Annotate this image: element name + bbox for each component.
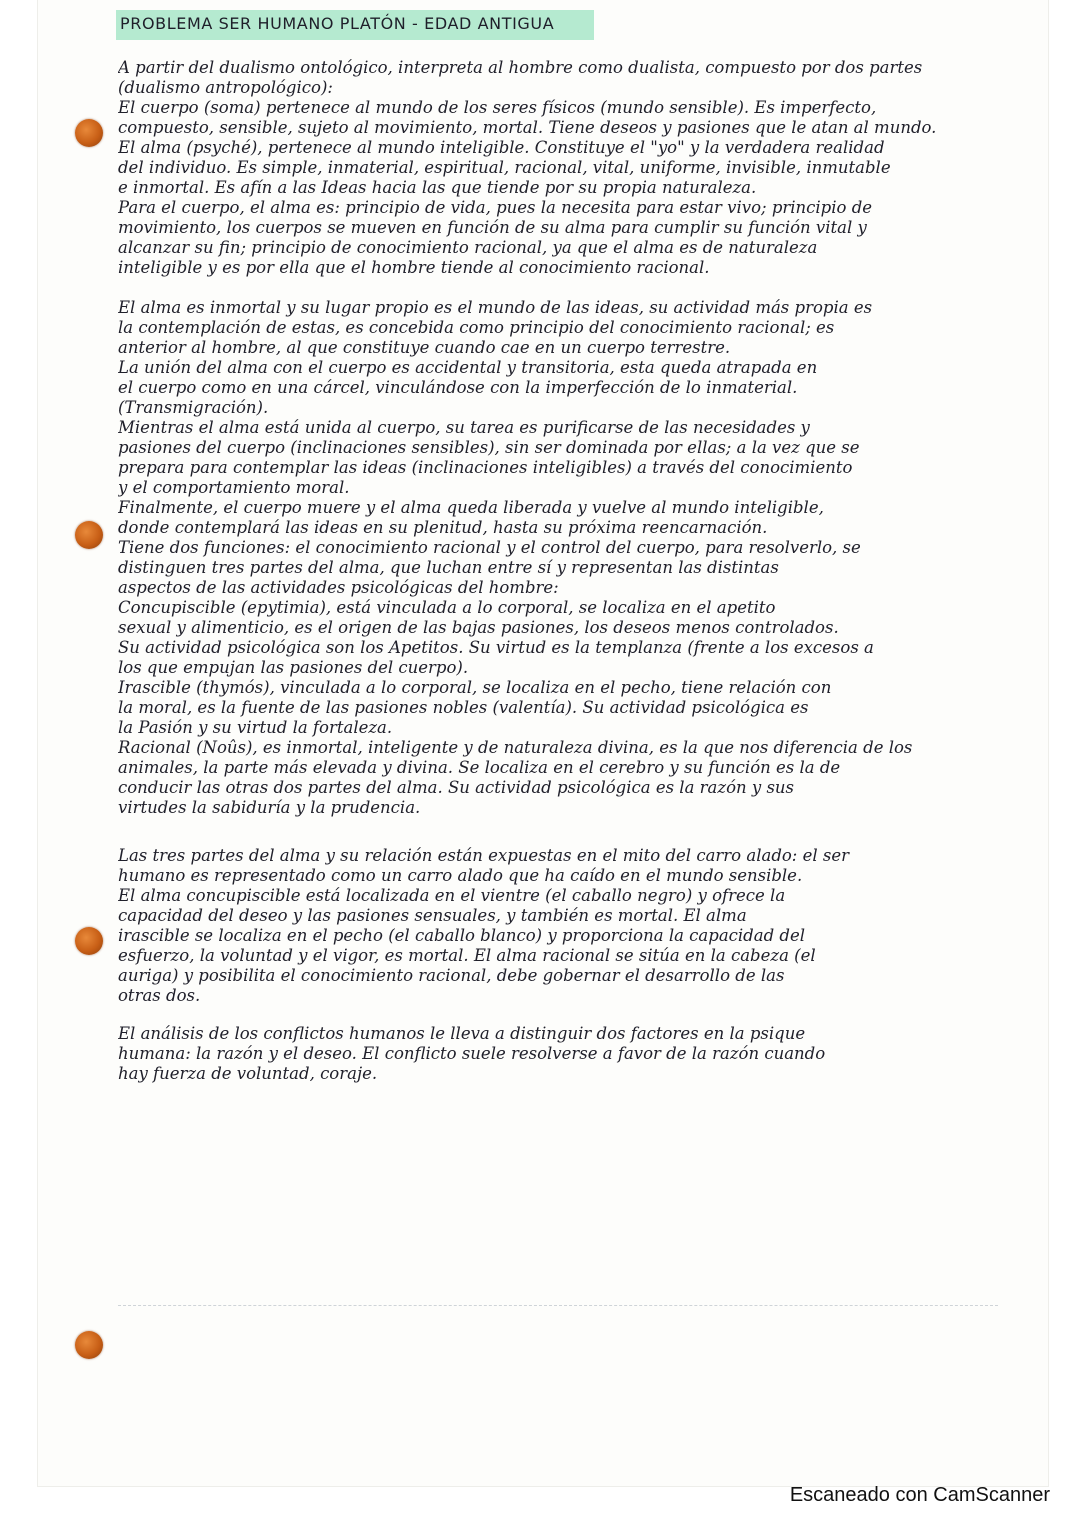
text-line: sexual y alimenticio, es el origen de las bajas pasiones, los deseos menos controlados.: [118, 618, 839, 637]
text-line: y el comportamiento moral.: [118, 478, 350, 497]
text-line: la Pasión y su virtud la fortaleza.: [118, 718, 393, 737]
text-line: donde contemplará las ideas en su plenitud, hasta su próxima reencarnación.: [118, 518, 768, 537]
text-line: la contemplación de estas, es concebida como principio del conocimiento racional; es: [118, 318, 835, 337]
text-line: movimiento, los cuerpos se mueven en función de su alma para cumplir su función vital y: [118, 218, 867, 237]
text-line: (Transmigración).: [118, 398, 269, 417]
text-line: auriga) y posibilita el conocimiento racional, debe gobernar el desarrollo de las: [118, 966, 785, 985]
text-line: animales, la parte más elevada y divina. Se localiza en el cerebro y su función es la de: [118, 758, 841, 777]
text-line: los que empujan las pasiones del cuerpo).: [118, 658, 469, 677]
text-line: del individuo. Es simple, inmaterial, espiritual, racional, vital, uniforme, invisible, inmutable: [118, 158, 891, 177]
text-line: anterior al hombre, al que constituye cuando cae en un cuerpo terrestre.: [118, 338, 731, 357]
text-line: virtudes la sabiduría y la prudencia.: [118, 798, 421, 817]
text-line: humano es representado como un carro alado que ha caído en el mundo sensible.: [118, 866, 803, 885]
text-line: e inmortal. Es afín a las Ideas hacia las que tiende por su propia naturaleza.: [118, 178, 757, 197]
text-line: Racional (Noûs), es inmortal, inteligente y de naturaleza divina, es la que nos diferencia de los: [118, 738, 913, 757]
text-line: otras dos.: [118, 986, 201, 1005]
text-line: esfuerzo, la voluntad y el vigor, es mortal. El alma racional se sitúa en la cabeza (el: [118, 946, 816, 965]
scanner-watermark: Escaneado con CamScanner: [789, 1484, 1050, 1506]
ruled-line: [118, 1305, 998, 1306]
text-line: hay fuerza de voluntad, coraje.: [118, 1064, 378, 1083]
text-line: Concupiscible (epytimia), está vinculada a lo corporal, se localiza en el apetito: [118, 598, 776, 617]
punch-hole-1: [75, 119, 103, 147]
text-line: pasiones del cuerpo (inclinaciones sensibles), sin ser dominada por ellas; a la vez que se: [118, 438, 860, 457]
text-line: la moral, es la fuente de las pasiones nobles (valentía). Su actividad psicológica es: [118, 698, 809, 717]
text-line: Las tres partes del alma y su relación están expuestas en el mito del carro alado: el ser: [118, 846, 850, 865]
text-line: El análisis de los conflictos humanos le lleva a distinguir dos factores en la psique: [118, 1024, 806, 1043]
text-line: El alma es inmortal y su lugar propio es el mundo de las ideas, su actividad más propia es: [118, 298, 873, 317]
punch-hole-3: [75, 927, 103, 955]
text-line: conducir las otras dos partes del alma. Su actividad psicológica es la razón y sus: [118, 778, 795, 797]
text-line: inteligible y es por ella que el hombre tiende al conocimiento racional.: [118, 258, 710, 277]
punch-hole-4: [75, 1331, 103, 1359]
text-line: La unión del alma con el cuerpo es accidental y transitoria, esta queda atrapada en: [118, 358, 818, 377]
text-line: Su actividad psicológica son los Apetitos. Su virtud es la templanza (frente a los excesos a: [118, 638, 874, 657]
text-line: El alma (psyché), pertenece al mundo inteligible. Constituye el "yo" y la verdadera realidad: [118, 138, 885, 157]
text-line: Finalmente, el cuerpo muere y el alma queda liberada y vuelve al mundo inteligible,: [118, 498, 824, 517]
text-line: El alma concupiscible está localizada en el vientre (el caballo negro) y ofrece la: [118, 886, 786, 905]
page-title: PROBLEMA SER HUMANO PLATÓN - EDAD ANTIGUA: [120, 14, 555, 33]
text-line: alcanzar su fin; principio de conocimiento racional, ya que el alma es de naturaleza: [118, 238, 818, 257]
text-line: compuesto, sensible, sujeto al movimiento, mortal. Tiene deseos y pasiones que le atan al mundo.: [118, 118, 937, 137]
text-line: Irascible (thymós), vinculada a lo corporal, se localiza en el pecho, tiene relación con: [118, 678, 832, 697]
text-line: (dualismo antropológico):: [118, 78, 333, 97]
text-line: Mientras el alma está unida al cuerpo, su tarea es purificarse de las necesidades y: [118, 418, 810, 437]
text-line: Para el cuerpo, el alma es: principio de vida, pues la necesita para estar vivo; principio de: [118, 198, 873, 217]
text-line: A partir del dualismo ontológico, interpreta al hombre como dualista, compuesto por dos partes: [118, 58, 923, 77]
text-line: prepara para contemplar las ideas (inclinaciones inteligibles) a través del conocimiento: [118, 458, 853, 477]
text-line: El cuerpo (soma) pertenece al mundo de los seres físicos (mundo sensible). Es imperfecto,: [118, 98, 877, 117]
text-line: capacidad del deseo y las pasiones sensuales, y también es mortal. El alma: [118, 906, 747, 925]
punch-hole-2: [75, 521, 103, 549]
text-line: Tiene dos funciones: el conocimiento racional y el control del cuerpo, para resolverlo, se: [118, 538, 861, 557]
text-line: distinguen tres partes del alma, que luchan entre sí y representan las distintas: [118, 558, 779, 577]
text-line: aspectos de las actividades psicológicas del hombre:: [118, 578, 559, 597]
text-line: humana: la razón y el deseo. El conflicto suele resolverse a favor de la razón cuando: [118, 1044, 826, 1063]
text-line: el cuerpo como en una cárcel, vinculándose con la imperfección de lo inmaterial.: [118, 378, 798, 397]
text-line: irascible se localiza en el pecho (el caballo blanco) y proporciona la capacidad del: [118, 926, 805, 945]
